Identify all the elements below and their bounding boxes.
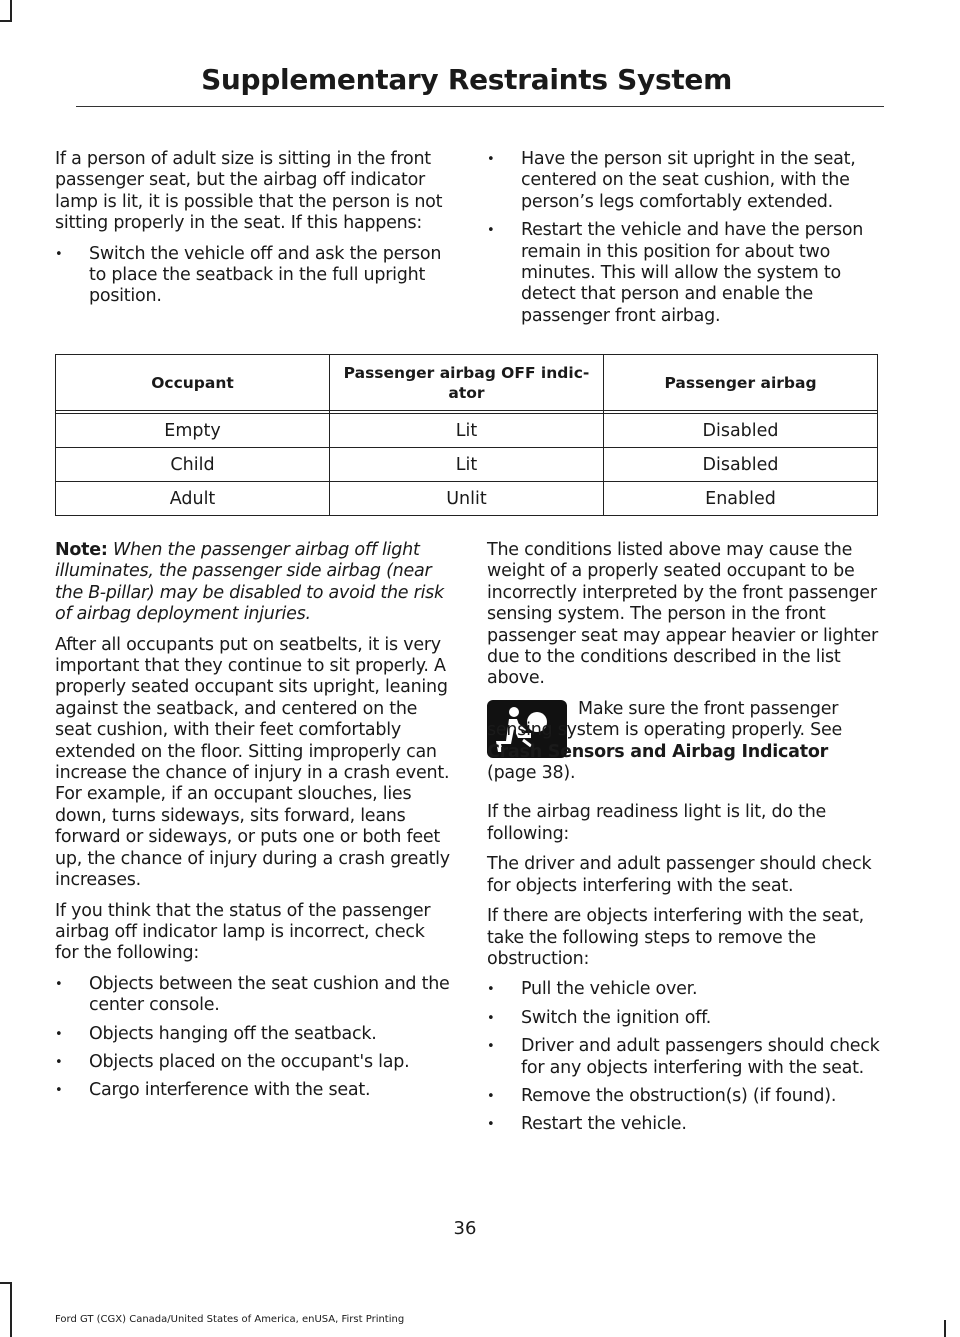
top-left-column [55, 149, 450, 316]
cross-reference-link[interactable]: Crash Sensors and Airbag Indicator [487, 741, 828, 762]
page-reference: (page 38). [487, 763, 576, 784]
table-cell: Enabled [604, 482, 878, 516]
list-item: • Objects placed on the occupant's lap. [55, 1052, 450, 1073]
table-row [56, 482, 878, 516]
list-item: • Driver and adult passengers should check for any objects interfering with the seat. [487, 1036, 880, 1079]
list-item: • Cargo interference with the seat. [55, 1080, 450, 1101]
list-item: • Have the person sit upright in the seat, centered on the seat cushion, with the person’s legs comfortably extended. [487, 149, 882, 213]
list-item: • Pull the vehicle over. [487, 979, 880, 1000]
crop-mark [944, 1320, 946, 1337]
lower-left-column [55, 540, 450, 1110]
crop-mark [0, 1282, 12, 1284]
list-item: • Restart the vehicle and have the person remain in this position for about two minutes. This will allow the system to detect that person and enable the passenger front airbag. [487, 220, 882, 327]
paragraph: If there are objects interfering with the seat, take the following steps to remove the obstruction: [487, 906, 864, 969]
table-cell: Child [56, 448, 330, 482]
icon-text: Make sure the front passenger sensing system is operating properly. See [487, 698, 843, 741]
bullet-list [55, 974, 450, 1102]
column-header: Passenger airbag [604, 355, 878, 411]
column-header: Passenger airbag OFF indic-ator [330, 355, 604, 411]
column-header: Occupant [56, 355, 330, 411]
bullet-list [487, 149, 882, 327]
list-item: • Objects hanging off the seatback. [55, 1024, 450, 1045]
table-cell: Lit [330, 448, 604, 482]
paragraph: The driver and adult passenger should check for objects interfering with the seat. [487, 854, 872, 896]
intro-paragraph: If a person of adult size is sitting in the front passenger seat, but the airbag off indicator lamp is lit, it is possible that the person is not sitting properly in the seat. If this happens: [55, 149, 443, 234]
lower-right-column [487, 540, 880, 1144]
crop-mark [10, 1282, 12, 1337]
paragraph: After all occupants put on seatbelts, it is very important that they continue to sit properly. A properly seated occupant sits upright, leaning against the seatback, and centered on the seat cushion, with their feet comfortably extended on the floor. Sitting improperly can increase the chance of injury in a crash event. For example, if an occupant slouches, lies down, turns sideways, sits forward, leans forward or sideways, or puts one or both feet up, the chance of injury during a crash greatly increases. [55, 634, 450, 891]
list-item: • Switch the vehicle off and ask the person to place the seatback in the full upright position. [55, 244, 450, 308]
table-cell: Disabled [604, 414, 878, 448]
table-cell: Empty [56, 414, 330, 448]
table-cell: Adult [56, 482, 330, 516]
crop-mark [10, 0, 12, 22]
crop-mark [0, 20, 12, 22]
top-right-column [487, 149, 882, 335]
footer-text: Ford GT (CGX) Canada/United States of America, enUSA, First Printing [55, 1314, 405, 1325]
table-header-row [56, 355, 878, 411]
table-cell: Disabled [604, 448, 878, 482]
paragraph: If you think that the status of the passenger airbag off indicator lamp is incorrect, check for the following: [55, 900, 431, 964]
paragraph: The conditions listed above may cause the weight of a properly seated occupant to be incorrectly interpreted by the front passenger sensing system. The person in the front passenger seat may appear heavier or lighter due to the conditions described in the list above. [487, 540, 879, 689]
list-item: • Restart the vehicle. [487, 1114, 880, 1135]
paragraph: If the airbag readiness light is lit, do the following: [487, 802, 827, 844]
airbag-status-table [55, 354, 878, 516]
list-item: • Switch the ignition off. [487, 1008, 880, 1029]
page-title: Supplementary Restraints System [201, 63, 732, 96]
list-item: • Remove the obstruction(s) (if found). [487, 1086, 880, 1107]
page-number: 36 [453, 1218, 477, 1239]
table-cell: Lit [330, 414, 604, 448]
note-paragraph [55, 540, 450, 626]
table-row [56, 414, 878, 448]
list-item: • Objects between the seat cushion and the center console. [55, 974, 450, 1017]
bullet-list [55, 244, 450, 308]
bullet-list [487, 979, 880, 1135]
icon-paragraph [487, 699, 880, 785]
table-cell: Unlit [330, 482, 604, 516]
note-label: Note: [55, 540, 108, 560]
title-divider [76, 106, 884, 107]
table-row [56, 448, 878, 482]
note-text: When the passenger airbag off light illuminates, the passenger side airbag (near the B-pillar) may be disabled to avoid the risk of airbag deployment injuries. [55, 540, 444, 625]
